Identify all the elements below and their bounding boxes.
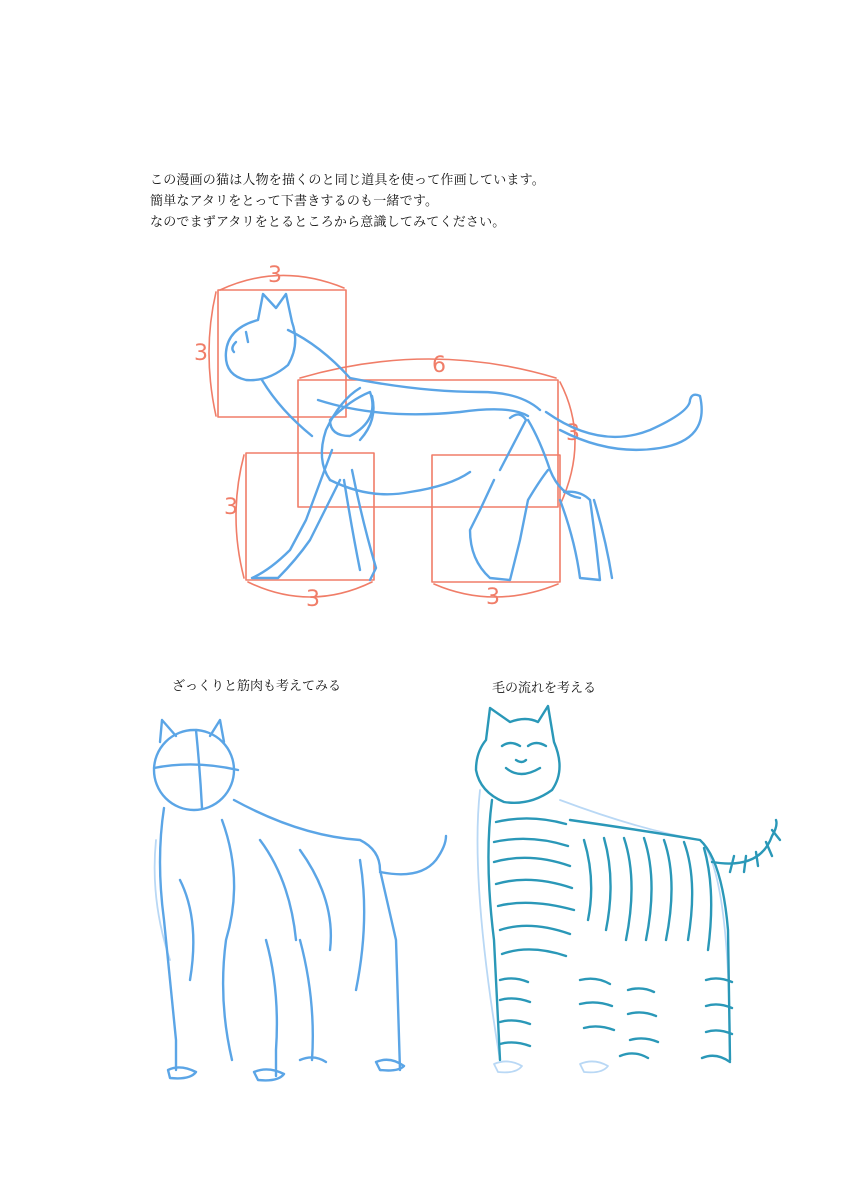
caption-muscle: ざっくりと筋肉も考えてみる: [172, 679, 342, 694]
label-front-side: 3: [224, 495, 238, 520]
head-top-arc: [220, 275, 344, 290]
head-side-arc: [209, 292, 216, 416]
muscle-cat-sketch: [154, 720, 446, 1080]
label-head-side: 3: [194, 341, 208, 366]
guide-boxes: [194, 263, 580, 612]
head-box: [218, 290, 346, 417]
front-leg-box: [246, 453, 374, 580]
label-front-bottom: 3: [306, 587, 320, 612]
label-body-top: 6: [432, 353, 446, 378]
caption-fur: 毛の流れを考える: [492, 681, 597, 696]
label-body-side: 3: [566, 421, 580, 446]
intro-line-3: なのでまずアタリをとるところから意識してみてください。: [150, 215, 506, 230]
fur-stripes: [494, 818, 732, 1046]
intro-line-1: この漫画の猫は人物を描くのと同じ道具を使って作画しています。: [150, 173, 545, 188]
label-hind-bottom: 3: [486, 585, 500, 610]
body-top-arc: [300, 359, 556, 378]
hind-leg-box: [432, 455, 560, 582]
intro-line-2: 簡単なアタリをとって下書きするのも一緒です。: [150, 194, 439, 209]
label-head-top: 3: [268, 263, 282, 288]
fur-cat-sketch: [476, 706, 780, 1072]
